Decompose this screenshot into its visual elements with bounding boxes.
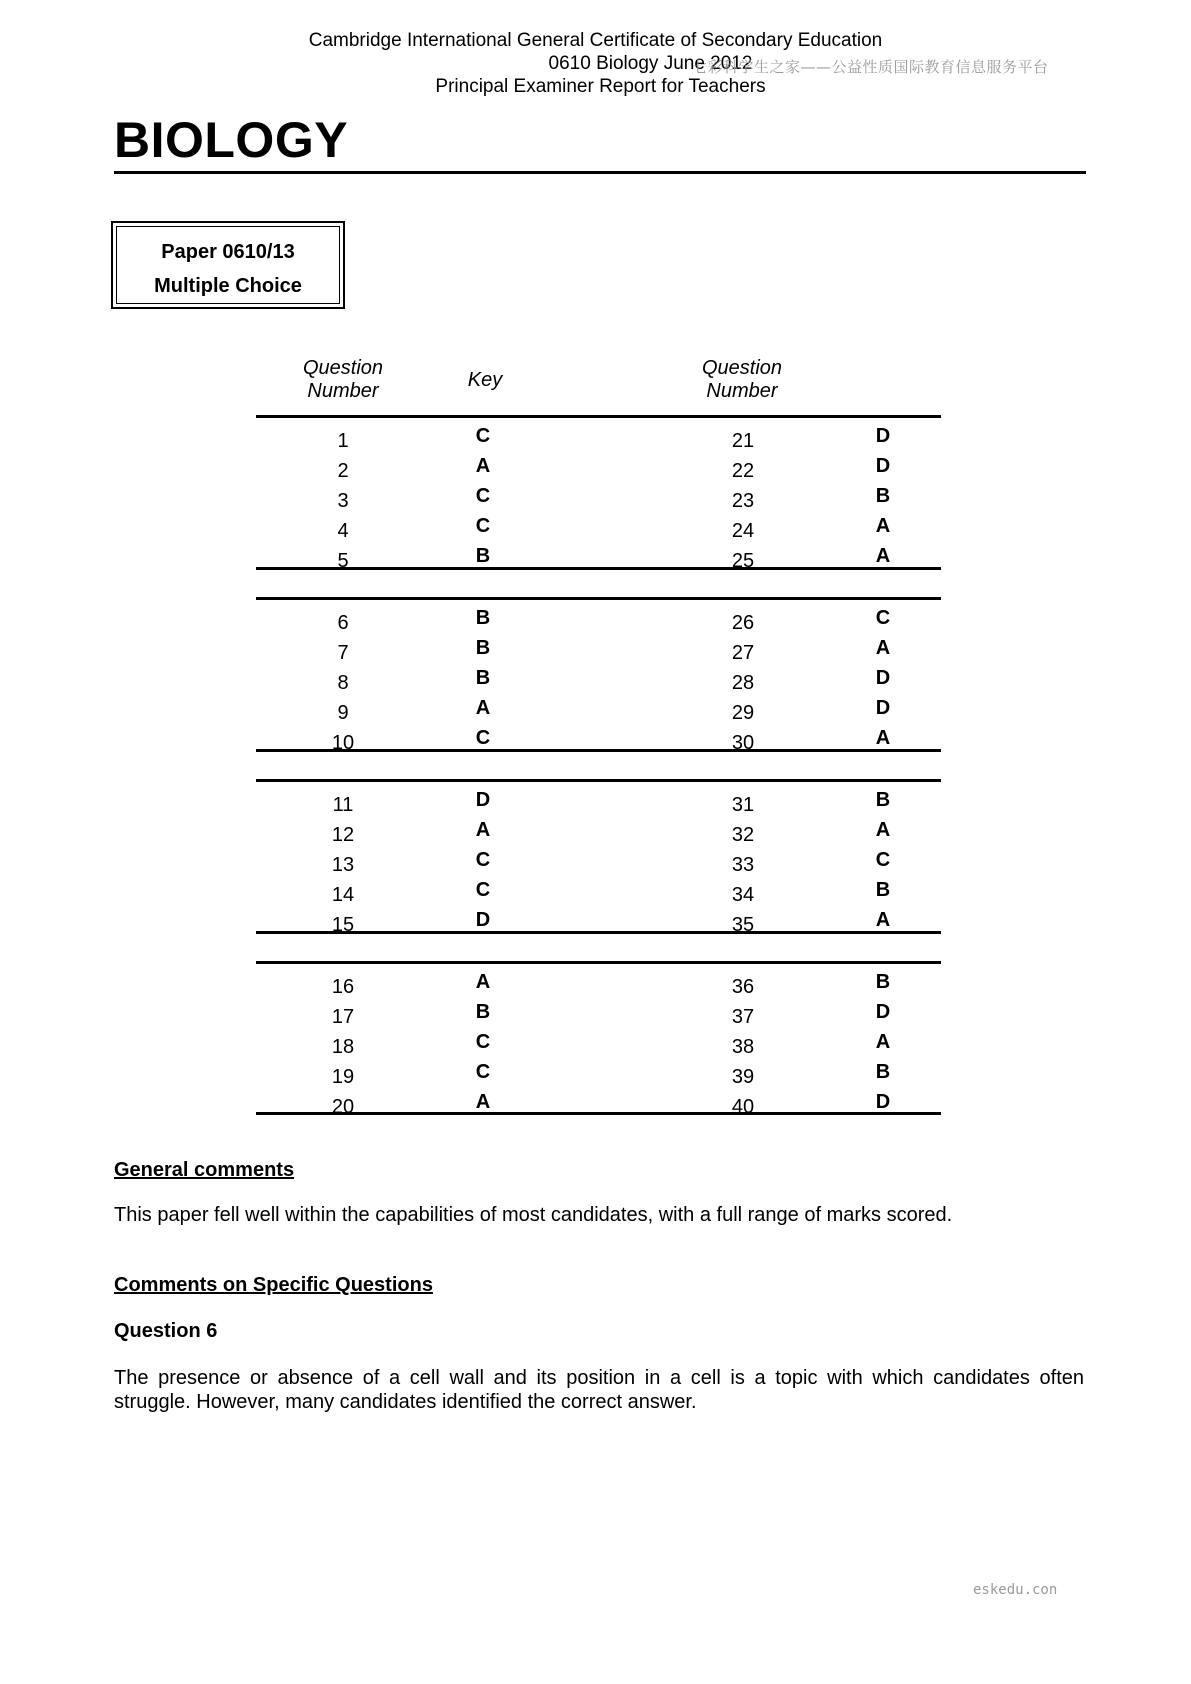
answer-key-cell: A [475,971,491,993]
question-number-cell: 10 [331,732,355,754]
answer-key-cell: B [875,1061,891,1083]
group-top-rule [256,961,941,964]
question-number-cell: 15 [331,914,355,936]
question-number-cell: 36 [731,976,755,998]
question-number-cell: 23 [731,490,755,512]
question-number-cell: 28 [731,672,755,694]
question-number-cell: 40 [731,1096,755,1118]
answer-key-cell: B [475,667,491,689]
column-header-question-number-2-text: Question Number [701,357,783,402]
answer-key-cell: A [875,1031,891,1053]
answer-key-cell: A [475,455,491,477]
answer-key-cell: C [475,849,491,871]
group-top-rule [256,415,941,418]
question-number-cell: 27 [731,642,755,664]
answer-key-cell: C [475,485,491,507]
question-number-cell: 30 [731,732,755,754]
question-number-cell: 16 [331,976,355,998]
answer-key-cell: C [875,607,891,629]
question-number-cell: 37 [731,1006,755,1028]
question-number-cell: 34 [731,884,755,906]
header-line-1: Cambridge International General Certificate of Secondary Education [308,30,883,51]
question-number-cell: 26 [731,612,755,634]
specific-comments-heading: Comments on Specific Questions [114,1274,433,1296]
answer-key-cell: B [475,607,491,629]
answer-key-cell: D [475,789,491,811]
group-top-rule [256,597,941,600]
question-number-cell: 3 [337,490,349,512]
question-number-cell: 2 [337,460,349,482]
answer-key-cell: B [475,545,491,567]
question-number-cell: 1 [337,430,349,452]
footer-site-mark: eskedu.con [973,1582,1058,1598]
page-title: BIOLOGY [114,112,349,168]
paper-type: Multiple Choice [154,275,302,297]
question-number-cell: 38 [731,1036,755,1058]
question-number-cell: 19 [331,1066,355,1088]
answer-key-cell: D [475,909,491,931]
question-number-cell: 5 [337,550,349,572]
column-header-question-number-text: Question Number [302,357,384,402]
paper-info-box [111,221,345,309]
answer-key-cell: B [875,879,891,901]
question-number-cell: 7 [337,642,349,664]
answer-key-cell: A [475,697,491,719]
answer-key-cell: C [475,515,491,537]
question-6-text: The presence or absence of a cell wall and its position in a cell is a topic with which candidates often struggle. However, many candidates identified the correct answer. [114,1367,1084,1413]
answer-key-cell: A [875,819,891,841]
answer-key-cell: C [875,849,891,871]
question-number-cell: 22 [731,460,755,482]
answer-key-cell: C [475,727,491,749]
answer-key-cell: A [475,819,491,841]
question-number-cell: 24 [731,520,755,542]
question-number-cell: 32 [731,824,755,846]
general-comments-text: This paper fell well within the capabilities of most candidates, with a full range of marks scored. [114,1204,953,1226]
paper-code: Paper 0610/13 [161,241,295,263]
answer-key-cell: B [475,637,491,659]
watermark-text: 七彩科学生之家——公益性质国际教育信息服务平台 [692,58,1049,76]
question-number-cell: 8 [337,672,349,694]
question-number-cell: 9 [337,702,349,724]
question-number-cell: 29 [731,702,755,724]
question-6-title: Question 6 [114,1320,218,1342]
answer-key-cell: C [475,425,491,447]
column-header-key: Key [467,369,503,391]
paper-info-inner [116,226,340,304]
column-header-question-number [283,357,403,403]
answer-key-cell: C [475,1031,491,1053]
answer-key-cell: C [475,879,491,901]
answer-key-cell: D [875,1091,891,1113]
question-number-cell: 31 [731,794,755,816]
answer-key-cell: D [875,697,891,719]
answer-key-cell: C [475,1061,491,1083]
question-number-cell: 4 [337,520,349,542]
answer-key-cell: D [875,425,891,447]
question-number-cell: 35 [731,914,755,936]
question-number-cell: 13 [331,854,355,876]
question-number-cell: 6 [337,612,349,634]
answer-key-cell: A [875,909,891,931]
answer-key-cell: A [475,1091,491,1113]
question-number-cell: 11 [332,794,354,816]
question-number-cell: 39 [731,1066,755,1088]
question-number-cell: 17 [331,1006,355,1028]
header-line-2: 0610 Biology June 2012 [548,53,753,74]
question-number-cell: 12 [331,824,355,846]
answer-key-cell: A [875,637,891,659]
question-number-cell: 25 [731,550,755,572]
answer-key-cell: A [875,545,891,567]
group-top-rule [256,779,941,782]
question-number-cell: 18 [331,1036,355,1058]
question-number-cell: 21 [731,430,755,452]
answer-key-cell: D [875,667,891,689]
answer-key-cell: B [875,485,891,507]
question-number-cell: 33 [731,854,755,876]
title-underline [114,171,1086,174]
answer-key-cell: B [875,971,891,993]
header-line-3: Principal Examiner Report for Teachers [435,76,766,97]
answer-key-cell: B [875,789,891,811]
answer-key-cell: A [875,515,891,537]
answer-key-cell: B [475,1001,491,1023]
answer-key-cell: A [875,727,891,749]
column-header-question-number-2 [682,357,802,403]
question-number-cell: 20 [331,1096,355,1118]
answer-key-cell: D [875,1001,891,1023]
general-comments-heading: General comments [114,1159,295,1181]
question-number-cell: 14 [331,884,355,906]
answer-key-cell: D [875,455,891,477]
